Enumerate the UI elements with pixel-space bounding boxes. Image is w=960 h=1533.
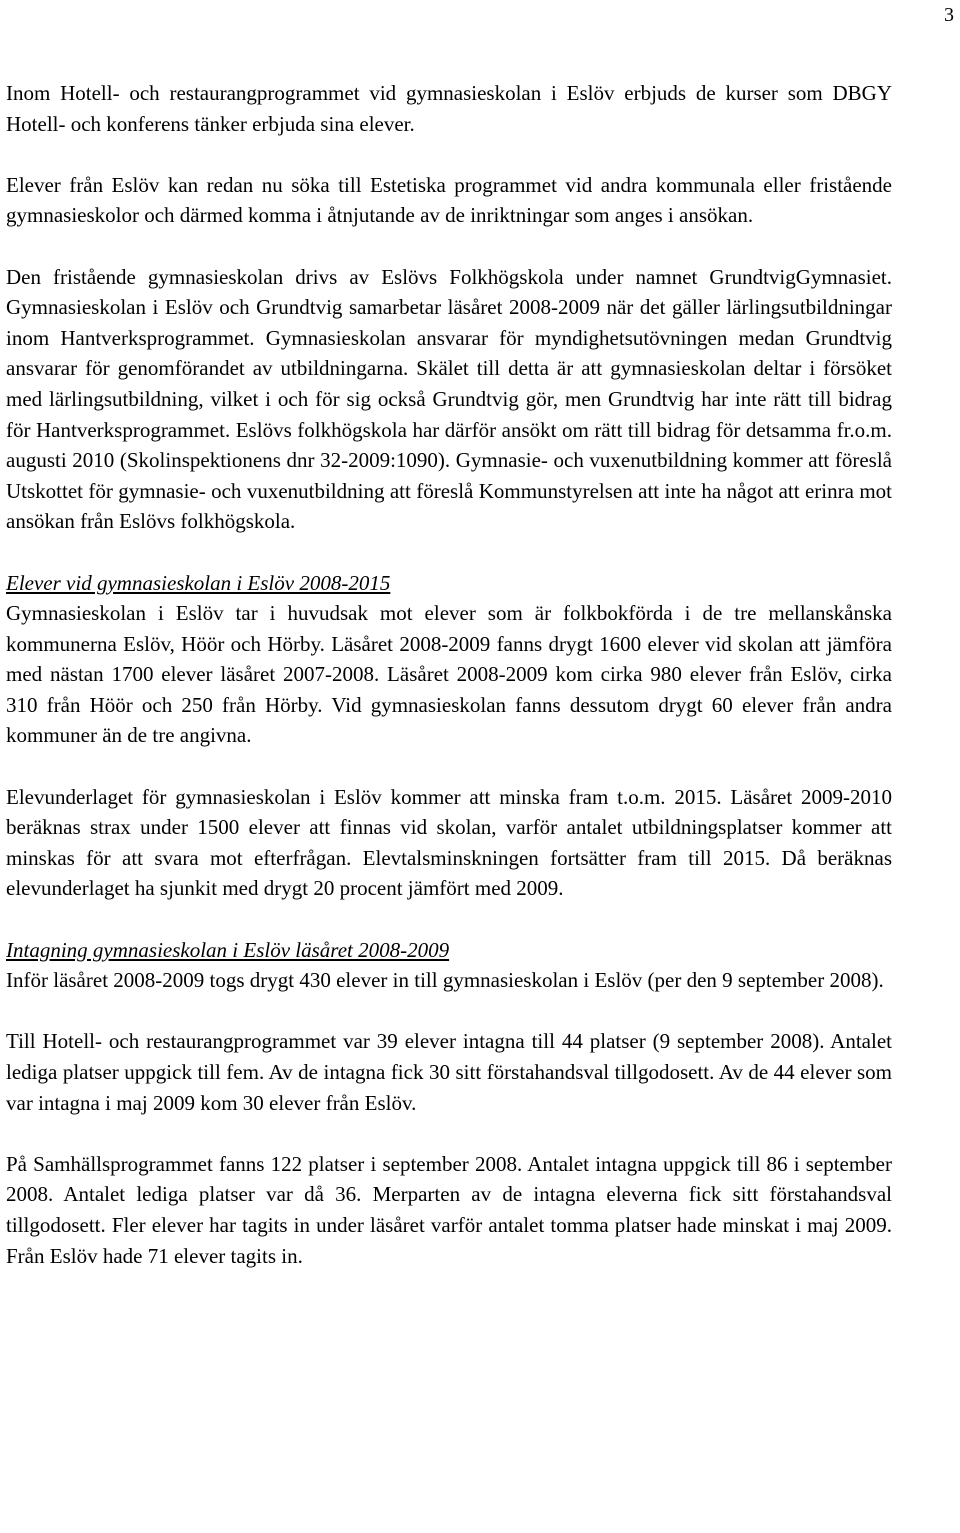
paragraph-student-forecast: Elevunderlaget för gymnasieskolan i Eslöv kommer att minska fram t.o.m. 2015. Läsåret 2009-2010 beräknas strax under 1500 elever att finnas vid skolan, varför antalet utbildningsplatser kommer att minskas för att svara mot efterfrågan. Elevtalsminskningen fortsätter fram till 2015. Då beräknas elevunderlaget ha sjunkit med drygt 20 procent jämfört med 2009.: [6, 784, 892, 901]
heading-students: Elever vid gymnasieskolan i Eslöv 2008-2015: [6, 570, 391, 595]
heading-admission: Intagning gymnasieskolan i Eslöv läsåret 2008-2009: [6, 937, 450, 962]
document-body: [6, 78, 892, 1271]
paragraph-hotel-admission: Till Hotell- och restaurangprogrammet var 39 elever intagna till 44 platser (9 september 2008). Antalet lediga platser uppgick till fem. Av de intagna fick 30 sitt förstahandsval tillgodosett. Av de 44 elever som var intagna i maj 2009 kom 30 elever från Eslöv.: [6, 1029, 892, 1115]
paragraph-admission-total: Inför läsåret 2008-2009 togs drygt 430 elever in till gymnasieskolan i Eslöv (per den 9 september 2008).: [6, 968, 884, 993]
paragraph-student-numbers: Gymnasieskolan i Eslöv tar i huvudsak mot elever som är folkbokförda i de tre mellanskånska kommunerna Eslöv, Höör och Hörby. Läsåret 2008-2009 fanns drygt 1600 elever vid skolan att jämföra med nästan 1700 elever läsåret 2007-2008. Läsåret 2008-2009 kom cirka 980 elever från Eslöv, cirka 310 från Höör och 250 från Hörby. Vid gymnasieskolan fanns dessutom drygt 60 elever från andra kommuner än de tre angivna.: [6, 601, 892, 748]
paragraph-aesthetic-program: Elever från Eslöv kan redan nu söka till Estetiska programmet vid andra kommunala eller fristående gymnasieskolor och därmed komma i åtnjutande av de inriktningar som anges i ansökan.: [6, 172, 892, 228]
paragraph-hotel-program: Inom Hotell- och restaurangprogrammet vid gymnasieskolan i Eslöv erbjuds de kurser som DBGY Hotell- och konferens tänker erbjuda sina elever.: [6, 81, 892, 136]
paragraph-grundtvig: Den fristående gymnasieskolan drivs av Eslövs Folkhögskola under namnet GrundtvigGymnasiet. Gymnasieskolan i Eslöv och Grundtvig samarbetar läsåret 2008-2009 när det gäller lärlingsutbildningar inom Hantverksprogrammet. Gymnasieskolan ansvarar för myndighetsutövningen medan Grundtvig ansvarar för genomförandet av utbildningarna. Skälet till detta är att gymnasieskolan deltar i försöket med lärlingsutbildning, vilket i och för sig också Grundtvig gör, men Grundtvig har inte rätt till bidrag för Hantverksprogrammet. Eslövs folkhögskola har därför ansökt om rätt till bidrag för detsamma fr.o.m. augusti 2010 (Skolinspektionens dnr 32-2009:1090). Gymnasie- och vuxenutbildning kommer att föreslå Utskottet för gymnasie- och vuxenutbildning att föreslå Kommunstyrelsen att inte ha något att erinra mot ansökan från Eslövs folkhögskola.: [6, 264, 892, 534]
paragraph-social-science-admission: På Samhällsprogrammet fanns 122 platser i september 2008. Antalet intagna uppgick till 86 i september 2008. Antalet lediga platser var då 36. Merparten av de intagna eleverna fick sitt förstahandsval tillgodosett. Fler elever har tagits in under läsåret varför antalet tomma platser hade minskat i maj 2009. Från Eslöv hade 71 elever tagits in.: [6, 1151, 892, 1268]
page-number: 3: [944, 4, 954, 26]
